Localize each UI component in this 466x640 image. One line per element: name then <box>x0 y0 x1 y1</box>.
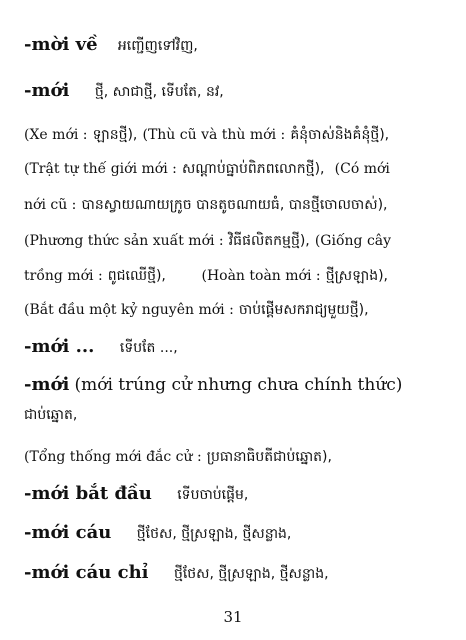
entry-moi-cau-chi <box>24 562 448 585</box>
example-vi: (Tổng thống mới đắc cử : <box>24 449 202 465</box>
headword: -mới <box>24 80 70 101</box>
entry-moi-cau <box>24 522 448 545</box>
page-number: 31 <box>223 608 243 626</box>
example-km: គំនុំចាស់និងគំនុំថ្មី), <box>290 127 390 143</box>
vietnamese-gloss: (mới trúng cử nhưng chưa chính thức) <box>74 375 403 395</box>
entry-moi-ve <box>24 34 448 57</box>
entry-moi-bat-dau <box>24 483 448 506</box>
example-vi: (Thù cũ và thù mới : <box>142 127 286 143</box>
example-km: ថ្មីស្រឡាង), <box>325 268 388 284</box>
example-vi: (Bắt đầu một kỷ nguyên mới : <box>24 302 234 318</box>
khmer-definition: ទើបចាប់ផ្ដើម, <box>177 487 249 503</box>
example-vi: nới cũ : <box>24 197 77 213</box>
headword: -mới ... <box>24 336 95 357</box>
example-vi: (Phương thức sản xuất mới : <box>24 233 224 249</box>
example-km: ឡានថ្មី), <box>92 127 138 143</box>
khmer-definition: ថ្មីថែស, ថ្មីស្រឡាង, ថ្មីសន្លាង, <box>136 526 292 542</box>
khmer-definition: ជាប់ឆ្នោត, <box>24 407 78 423</box>
example-line <box>24 446 448 468</box>
headword: -mới <box>24 374 70 395</box>
entry-moi-gloss <box>24 374 448 395</box>
headword: -mới bắt đầu <box>24 483 152 504</box>
entry-moi <box>24 80 448 103</box>
example-line <box>24 124 448 146</box>
entry-moi-ellipsis <box>24 336 448 359</box>
example-vi: (Hoàn toàn mới : <box>201 268 321 284</box>
example-km: ពូជឈើថ្មី), <box>107 268 166 284</box>
khmer-definition: ថ្មីថែស, ថ្មីស្រឡាង, ថ្មីសន្លាង, <box>173 566 329 582</box>
example-line <box>24 194 448 216</box>
example-km: បានស្វាយណាយក្រូច បានតូចណាយធំ, បានថ្មីចោលចាស់), <box>81 197 388 213</box>
entry-moi-gloss-definition <box>24 404 448 426</box>
example-vi: (Giống cây <box>314 233 392 249</box>
example-line <box>24 265 448 287</box>
example-vi: (Trật tự thế giới mới : <box>24 161 177 177</box>
example-km: ប្រធានាធិបតីជាប់ឆ្នោត), <box>206 449 332 465</box>
khmer-definition: ទើបតែ ..., <box>119 340 178 356</box>
khmer-definition: អញ្ជើញទៅវិញ, <box>117 38 198 54</box>
example-km: ចាប់ផ្ដើមសករាជ្យមួយថ្មី), <box>238 302 369 318</box>
headword: -mới cáu <box>24 522 112 543</box>
example-line <box>24 158 448 180</box>
example-line <box>24 299 448 321</box>
example-km: សណ្ដាប់ធ្នាប់ពិភពលោកថ្មី), <box>181 161 325 177</box>
headword: -mời về <box>24 34 98 55</box>
example-km: វិធីផលិតកម្មថ្មី), <box>228 233 310 249</box>
khmer-definition: ថ្មី, សាជាថ្មី, ទើបតែ, នវ, <box>94 84 224 100</box>
example-vi: trồng mới : <box>24 268 103 284</box>
headword: -mới cáu chỉ <box>24 562 149 583</box>
example-line <box>24 230 448 252</box>
example-vi: (Có mới <box>334 161 390 177</box>
example-vi: (Xe mới : <box>24 127 88 143</box>
